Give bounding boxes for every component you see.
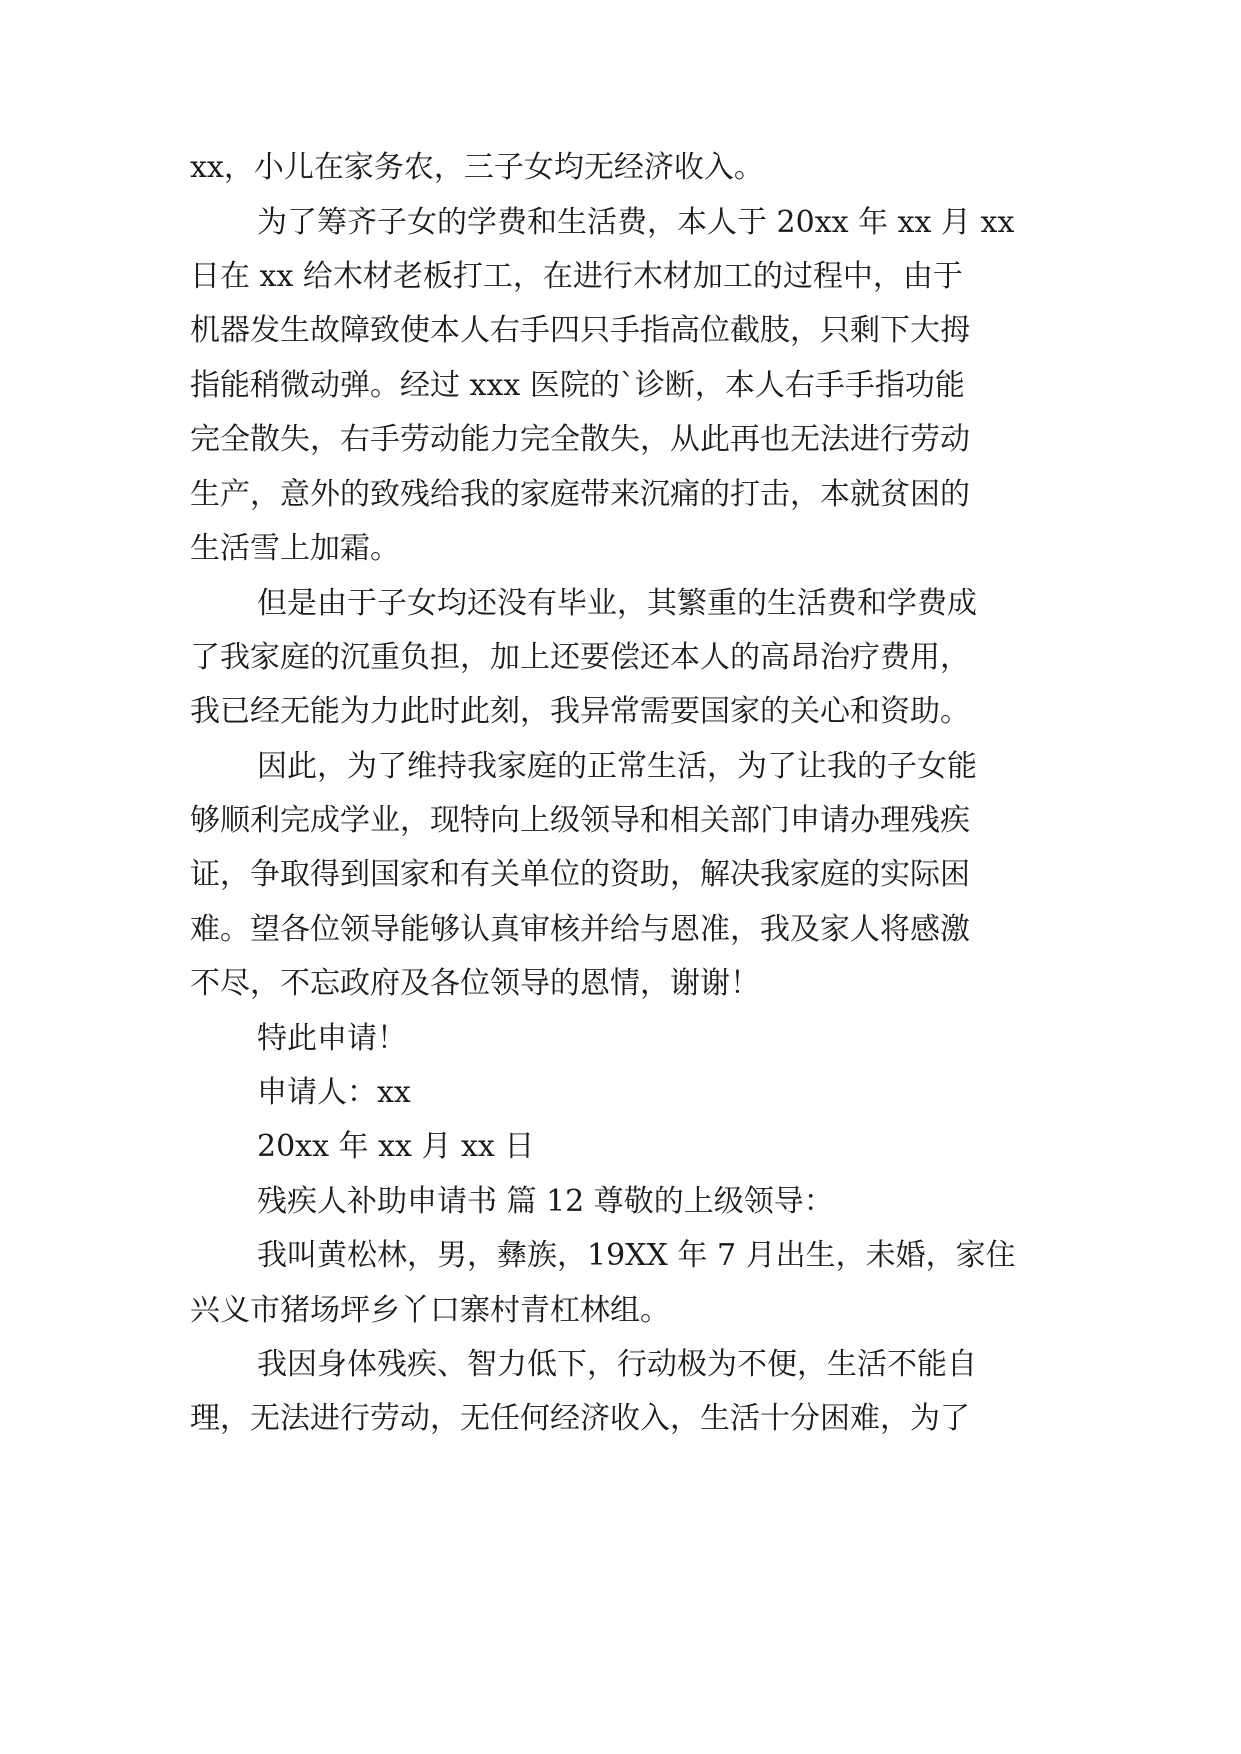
applicant-line: 申请人：xx [257,1075,411,1110]
text-line: 特此申请！ [257,1021,407,1056]
text-line: 够顺利完成学业，现特向上级领导和相关部门申请办理残疾 [190,803,970,838]
text-line: 指能稍微动弹。经过 xxx 医院的`诊断，本人右手手指功能 [190,368,965,403]
text-line: 因此，为了维持我家庭的正常生活，为了让我的子女能 [257,749,977,784]
section-heading: 残疾人补助申请书 篇 12 尊敬的上级领导： [257,1184,834,1219]
date-line: 20xx 年 xx 月 xx 日 [257,1129,535,1164]
text-line: 我叫黄松林，男，彝族，19XX 年 7 月出生，未婚，家住 [257,1238,1016,1273]
text-line: 了我家庭的沉重负担，加上还要偿还本人的高昂治疗费用， [190,640,970,675]
text-line: 难。望各位领导能够认真审核并给与恩准，我及家人将感激 [190,912,970,947]
text-line: 日在 xx 给木材老板打工，在进行木材加工的过程中，由于 [190,259,963,294]
text-line: 证，争取得到国家和有关单位的资助，解决我家庭的实际困 [190,857,970,892]
text-line: 生产，意外的致残给我的家庭带来沉痛的打击，本就贫困的 [190,477,970,512]
text-line: xx，小儿在家务农，三子女均无经济收入。 [190,150,764,185]
text-line: 兴义市猪场坪乡丫口寨村青杠林组。 [190,1293,670,1328]
text-line: 理，无法进行劳动，无任何经济收入，生活十分困难，为了 [190,1401,970,1436]
text-line: 我已经无能为力此时此刻，我异常需要国家的关心和资助。 [190,694,970,729]
text-line: 为了筹齐子女的学费和生活费，本人于 20xx 年 xx 月 xx [257,205,1015,240]
text-line: 我因身体残疾、智力低下，行动极为不便，生活不能自 [257,1347,977,1382]
text-line: 生活雪上加霜。 [190,531,400,566]
text-line: 完全散失，右手劳动能力完全散失，从此再也无法进行劳动 [190,422,970,457]
text-line: 机器发生故障致使本人右手四只手指高位截肢，只剩下大拇 [190,313,970,348]
text-line: 不尽，不忘政府及各位领导的恩情，谢谢！ [190,966,760,1001]
text-line: 但是由于子女均还没有毕业，其繁重的生活费和学费成 [257,586,977,621]
